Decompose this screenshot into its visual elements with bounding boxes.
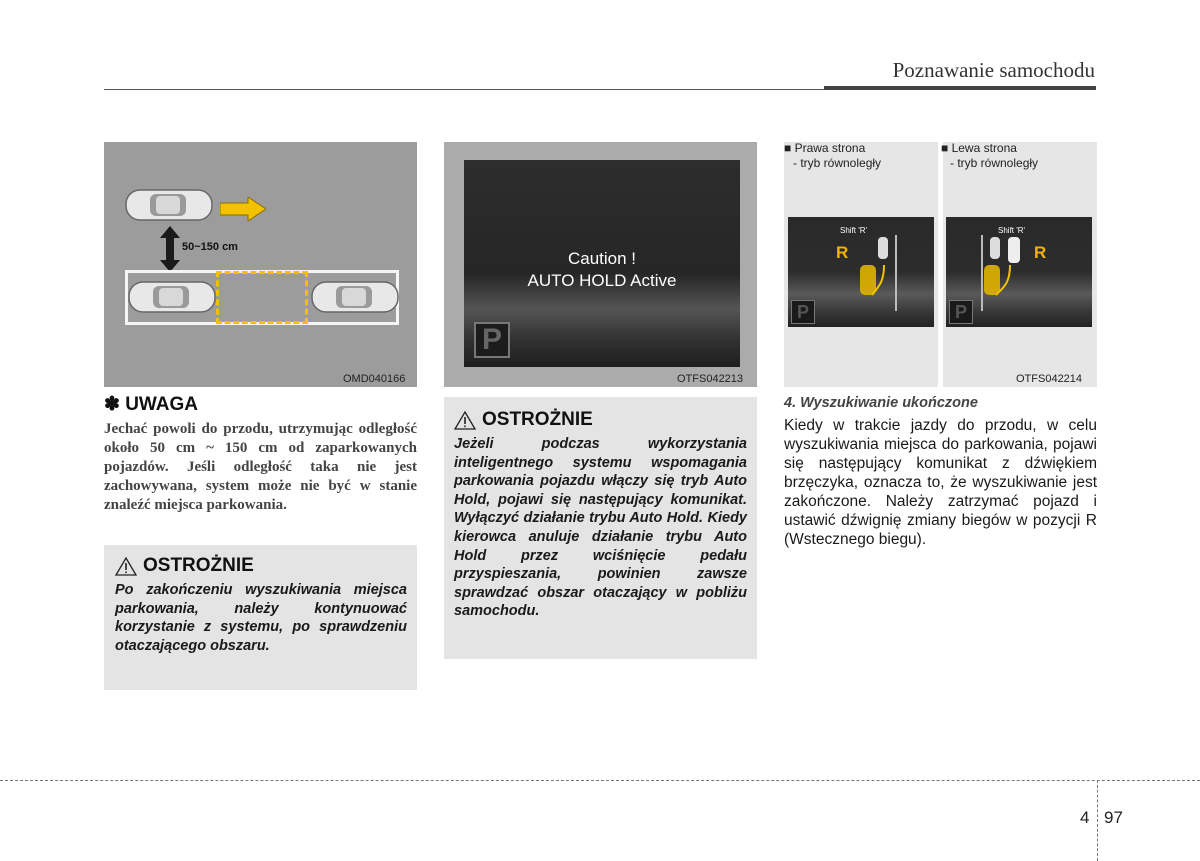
caution-body: Jeżeli podczas wykorzystania inteligentnego systemu wspomagania parkowania pojazdu włączy się tryb Auto Hold, pojawi się następujący komunikat. Wyłączyć działanie trybu Auto Hold. Kiedy kierowca anuluje działanie trybu Auto Hold przez wciśnięcie pedału przyspieszania, powinien zawsze sprawdzać obszar otaczający w pobliżu samochodu.	[454, 436, 747, 620]
moving-car-icon	[124, 187, 214, 223]
right-side-label: ■ Prawa strona - tryb równoległy	[784, 141, 882, 170]
forward-arrow-icon	[220, 197, 266, 221]
parking-assist-icon: P	[474, 322, 510, 358]
figure-code: OMD040166	[343, 373, 406, 385]
section-body: Kiedy w trakcie jazdy do przodu, w celu wyszukiwania miejsca do parkowania, pojawi się następujący komunikat z dźwiękiem brzęczyka, oznacza to, że wyszukiwanie jest zakończone. Należy zatrzymać pojazd i ustawić dźwignię zmiany biegów w pozycji R (Wstecznego biegu).	[784, 417, 1097, 548]
left-side-panel: Shift 'R' R P	[946, 217, 1092, 327]
left-side-label: ■ Lewa strona - tryb równoległy	[941, 141, 1039, 170]
caution-box	[444, 397, 757, 659]
reverse-gear-indicator: R	[1034, 243, 1047, 262]
footer-rule	[0, 780, 1200, 781]
parked-car-icon	[310, 279, 400, 315]
distance-arrow-icon	[160, 226, 180, 272]
caution-body: Po zakończeniu wyszukiwania miejsca parkowania, należy kontynuować korzystanie z systemu, po sprawdzeniu otaczającego obszaru.	[115, 582, 407, 654]
parking-path-icon	[858, 235, 908, 315]
parking-path-icon	[970, 235, 1030, 315]
section-title: 4. Wyszukiwanie ukończone	[784, 395, 978, 411]
footer-divider	[1097, 780, 1098, 861]
warning-triangle-icon	[115, 557, 137, 576]
note-title: ✽ UWAGA	[104, 394, 199, 415]
parking-distance-figure	[104, 142, 417, 387]
page-header-title: Poznawanie samochodu	[892, 58, 1095, 82]
parking-assist-icon: P	[791, 300, 815, 324]
caution-title: OSTROŻNIE	[115, 555, 407, 577]
right-side-panel: Shift 'R' R P	[788, 217, 934, 327]
warning-triangle-icon	[454, 411, 476, 430]
screen-message: Caution ! AUTO HOLD Active	[527, 249, 677, 290]
distance-label: 50~150 cm	[182, 241, 238, 253]
page-number: 97	[1104, 808, 1123, 827]
header-rule-accent	[824, 86, 1096, 90]
auto-hold-display-figure	[444, 142, 757, 387]
chapter-number: 4	[1080, 808, 1090, 827]
empty-parking-slot	[216, 271, 308, 324]
reverse-gear-indicator: R	[836, 243, 849, 262]
figure-code: OTFS042213	[677, 373, 744, 385]
search-complete-figure	[784, 142, 1097, 387]
caution-box	[104, 545, 417, 690]
caution-title: OSTROŻNIE	[454, 409, 747, 431]
cluster-screen	[464, 160, 740, 367]
parked-car-icon	[127, 279, 217, 315]
parking-assist-icon: P	[949, 300, 973, 324]
figure-code: OTFS042214	[1016, 373, 1083, 385]
header-rule	[104, 89, 824, 90]
note-body: Jechać powoli do przodu, utrzymując odległość około 50 cm ~ 150 cm od zaparkowanych pojazdów. Jeśli odległość taka nie jest zachowywana, system może nie być w stanie znaleźć miejsca parkowania.	[104, 421, 417, 513]
